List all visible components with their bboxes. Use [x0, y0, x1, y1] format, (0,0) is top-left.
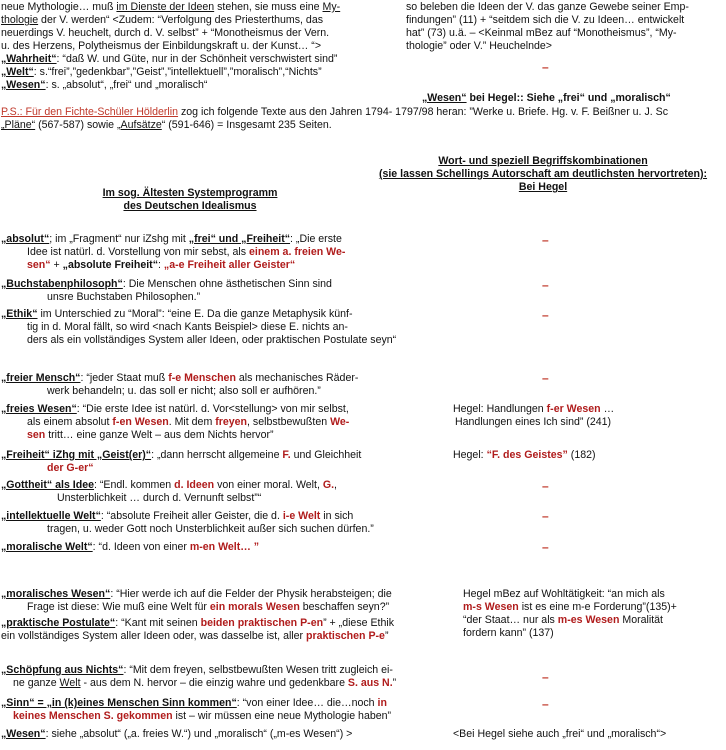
text: tragen, u. weder Gott noch Unsterblichkeit außer sich suchen dürfen.” — [47, 523, 374, 535]
highlight: in — [377, 697, 387, 709]
term: „Ethik“ — [1, 308, 38, 320]
entry-moralische-welt — [1, 541, 259, 554]
text: (182) — [567, 449, 596, 461]
entry-absolut — [1, 233, 345, 272]
hegel-freies-wesen — [453, 403, 614, 429]
term: „moralische Welt“ — [1, 541, 93, 553]
hegel-freiheit — [453, 449, 596, 462]
text: und Gleichheit — [290, 449, 362, 461]
empty-dash: – — [542, 371, 549, 385]
underlined-phrase: My- — [322, 1, 341, 13]
empty-dash: – — [542, 540, 549, 554]
empty-dash: – — [542, 509, 549, 523]
text: : Die Menschen ohne ästhetischen Sinn sind — [122, 278, 332, 290]
entry-schoepfung-aus-nichts — [1, 664, 396, 690]
text: ders als ein vollständiges System aller Ideen, oder praktischen Postulate seyn“ — [27, 334, 397, 346]
text: bei Hegel:: Siehe „frei“ und „moralisch“ — [466, 92, 671, 104]
highlight: freyen — [215, 416, 248, 428]
text: werk behandeln; u. das soll er nicht; also soll er aufhören.” — [47, 385, 321, 397]
entry-freies-wesen — [1, 403, 349, 442]
text: : s. „absolut“, „frei“ und „moralisch“ — [45, 79, 208, 91]
text: - aus dem N. hervor – die einzig wahre und gedenkbare — [80, 677, 348, 689]
text: fordern kann” (137) — [463, 627, 554, 639]
text: , selbstbewußten — [247, 416, 331, 428]
text: beschaffen seyn?” — [299, 601, 390, 613]
entry-sinn — [1, 697, 391, 723]
text: ” — [392, 677, 397, 689]
term-wesen: „Wesen“ — [1, 79, 46, 91]
highlight: der G-er“ — [47, 462, 94, 474]
term-wesen: „Wesen“ — [422, 92, 467, 104]
highlight: i-e Welt — [282, 510, 321, 522]
highlight: We- — [330, 416, 350, 428]
empty-dash: – — [542, 278, 549, 292]
text: , — [334, 479, 337, 491]
text: der V. werden“ <Zudem: “Verfolgung des Priesterthums, das — [38, 14, 324, 26]
text: als einem absolut — [27, 416, 113, 428]
text: … — [600, 403, 615, 415]
term: „Buchstabenphilosoph“ — [1, 278, 123, 290]
text: : s.“frei”,”gedenkbar”,”Geist”,”intellektuell”,”moralisch”,“Nichts” — [33, 66, 322, 78]
text: stehen, sie muss eine — [214, 1, 323, 13]
text: : “daß W. und Güte, nur in der Schönheit verschwistert sind” — [56, 53, 338, 65]
text: : “jeder Staat muß — [80, 372, 169, 384]
term-welt: „Welt“ — [1, 66, 34, 78]
text: : “von einer Idee… die…noch — [236, 697, 378, 709]
highlight: f-e Menschen — [168, 372, 236, 384]
text: Moralität — [619, 614, 664, 626]
text: “ (591-646) = Insgesamt 235 Seiten. — [161, 119, 332, 131]
highlight: “F. des Geistes” — [486, 449, 568, 461]
text: Hegel: Handlungen — [453, 403, 547, 415]
text: ein vollständiges System aller Ideen oder, was dasselbe ist, aller — [1, 630, 307, 642]
text: : “Kant mit seinen — [115, 617, 201, 629]
text: : — [158, 259, 164, 271]
text: als mechanisches Räder- — [235, 372, 359, 384]
header-line: (sie lassen Schellings Autorschaft am deutlichsten hervortreten): — [378, 168, 708, 180]
text: ist – wir müssen eine neue Mythologie haben” — [172, 710, 392, 722]
highlight: keines Menschen S. gekommen — [13, 710, 173, 722]
text: : „Die erste — [290, 233, 342, 245]
empty-dash: – — [542, 479, 549, 493]
term: „Wesen“ — [1, 728, 46, 740]
term: „Freiheit“ iZhg mit „Geist(er)“ — [1, 449, 152, 461]
empty-dash: – — [542, 670, 549, 684]
text-line: u. des Herzens, Polytheismus der Einbildungskraft u. der Kunst… “> — [1, 40, 322, 52]
entry-buchstabenphilosoph — [1, 278, 332, 304]
highlight: einem a. freien We- — [249, 246, 346, 258]
term: „praktische Postulate“ — [1, 617, 116, 629]
hegel-moralisches-wesen — [463, 588, 677, 640]
highlight: S. aus N. — [347, 677, 393, 689]
highlight: m-es Wesen — [557, 614, 620, 626]
highlight: praktischen P-e — [306, 630, 385, 642]
ps-label: P.S.: Für den Fichte-Schüler Hölderlin — [1, 106, 179, 118]
text: Hegel: — [453, 449, 487, 461]
entry-freiheit-geist — [1, 449, 361, 475]
text: ; im „Fragment“ nur iZshg mit — [49, 233, 189, 245]
text-line: thologie” oder V.” Heuchelnde> — [406, 40, 552, 52]
text-line: so beleben die Ideen der V. das ganze Gewebe seiner Emp- — [406, 1, 689, 13]
text: tig in d. Moral fällt, so wird <nach Kants Beispiel> diese E. nichts an- — [27, 321, 348, 333]
entry-gottheit — [1, 479, 337, 505]
highlight: „a-e Freiheit aller Geister“ — [163, 259, 296, 271]
underlined-phrase: Welt — [59, 677, 81, 689]
term: „moralisches Wesen“ — [1, 588, 111, 600]
entry-moralisches-wesen — [1, 588, 392, 614]
text: . Mit dem — [168, 416, 216, 428]
ps-note — [1, 106, 668, 132]
text: ne ganze — [13, 677, 60, 689]
term: „absolut“ — [1, 233, 50, 245]
term: „intellektuelle Welt“ — [1, 510, 101, 522]
term-wahrheit: „Wahrheit“ — [1, 53, 57, 65]
text: unsre Buchstaben Philosophen.” — [47, 291, 201, 303]
text-line: findungen” (11) + “seitdem sich die V. zu Ideen… entwickelt — [406, 14, 685, 26]
highlight: G. — [322, 479, 335, 491]
header-line: Wort- und speziell Begriffskombinationen — [438, 155, 648, 167]
text: ” + „diese Ethik — [323, 617, 395, 629]
text: : “Die erste Idee ist natürl. d. Vor<stellung> von mir selbst, — [76, 403, 349, 415]
highlight: d. Ideen — [174, 479, 215, 491]
highlight: ein morals Wesen — [209, 601, 300, 613]
highlight: f-en Wesen — [112, 416, 169, 428]
term: „Schöpfung aus Nichts“ — [1, 664, 124, 676]
empty-dash: – — [542, 233, 549, 247]
text: : “absolute Freiheit aller Geister, die d. — [100, 510, 283, 522]
text: “der Staat… nur als — [463, 614, 558, 626]
entry-wesen-bottom — [1, 728, 352, 741]
text: : “Hier werde ich auf die Felder der Physik herabsteigen; die — [110, 588, 392, 600]
empty-dash: – — [542, 697, 549, 711]
text: neue Mythologie… muß — [1, 1, 117, 13]
text: Idee ist natürl. d. Vorstellung von mir sebst, als — [27, 246, 249, 258]
text: zog ich folgende Texte aus den Jahren 1794- 1797/98 heran: ”Werke u. Briefe. Hg. v. F. Beißner u. J. Sc — [178, 106, 668, 118]
header-line: Im sog. Ältesten Systemprogramm — [102, 187, 278, 199]
text: in sich — [320, 510, 354, 522]
intro-paragraph — [1, 1, 340, 92]
underlined-phrase: Aufsätze — [120, 119, 162, 131]
text: ist es eine m-e Forderung”(135)+ — [518, 601, 677, 613]
header-line: des Deutschen Idealismus — [123, 200, 257, 212]
text: : “d. Ideen von einer — [92, 541, 190, 553]
text: im Unterschied zu “Moral”: “eine E. Da die ganze Metaphysik künf- — [37, 308, 353, 320]
text: (567-587) sowie „ — [35, 119, 121, 131]
text: Unsterblichkeit … durch d. Vernunft selbst”“ — [57, 492, 262, 504]
text-line: hat” (73) u.ä. – <Keinmal mBez auf “Monotheismus”, “My- — [406, 27, 677, 39]
text: tritt… eine ganze Welt – aus dem Nichts hervor” — [45, 429, 274, 441]
text: : „dann herrscht allgemeine — [151, 449, 283, 461]
highlight: m-en Welt… ” — [189, 541, 260, 553]
text: : “Endl. kommen — [94, 479, 175, 491]
right-column-header — [360, 155, 726, 194]
entry-praktische-postulate — [1, 617, 394, 643]
text: ” — [384, 630, 389, 642]
highlight: sen“ — [27, 259, 51, 271]
term: „freier Mensch“ — [1, 372, 81, 384]
highlight: beiden praktischen P-en — [200, 617, 324, 629]
term: „frei“ und „Freiheit“ — [188, 233, 291, 245]
text: von einer moral. Welt, — [214, 479, 323, 491]
underlined-phrase: thologie — [1, 14, 39, 26]
text-line: neuerdings V. heuchelt, durch d. V. selbst” + “Monotheismus der Vern. — [1, 27, 330, 39]
text: Frage ist diese: Wie muß eine Welt für — [27, 601, 210, 613]
highlight: F. — [282, 449, 291, 461]
highlight: m-s Wesen — [463, 601, 519, 613]
empty-dash: – — [542, 60, 549, 74]
left-column-header — [60, 187, 320, 213]
empty-dash: – — [542, 308, 549, 322]
text: : siehe „absolut“ („a. freies W.“) und „moralisch“ („m-es Wesen“) > — [45, 728, 353, 740]
underlined-phrase: „Pläne“ — [1, 119, 36, 131]
text: + — [50, 259, 63, 271]
hegel-wesen-bottom: <Bei Hegel siehe auch „frei“ und „moralisch“> — [453, 728, 667, 740]
entry-ethik — [1, 308, 396, 347]
term: „freies Wesen“ — [1, 403, 77, 415]
highlight: sen — [27, 429, 46, 441]
underlined-phrase: im Dienste der Ideen — [116, 1, 215, 13]
entry-intellektuelle-welt — [1, 510, 374, 536]
term: „absolute Freiheit“ — [62, 259, 158, 271]
header-line: Bei Hegel — [518, 181, 568, 193]
intro-right-paragraph — [406, 1, 689, 53]
hegel-wesen-note — [422, 92, 671, 105]
term: „Gottheit“ als Idee — [1, 479, 95, 491]
text: Handlungen eines Ich sind” (241) — [455, 416, 612, 428]
text: : “Mit dem freyen, selbstbewußten Wesen tritt zugleich ei- — [123, 664, 393, 676]
text: Hegel mBez auf Wohltätigkeit: “an mich als — [463, 588, 665, 600]
entry-freier-mensch — [1, 372, 358, 398]
highlight: f-er Wesen — [546, 403, 601, 415]
term: „Sinn“ = „in (k)eines Menschen Sinn kommen“ — [1, 697, 237, 709]
